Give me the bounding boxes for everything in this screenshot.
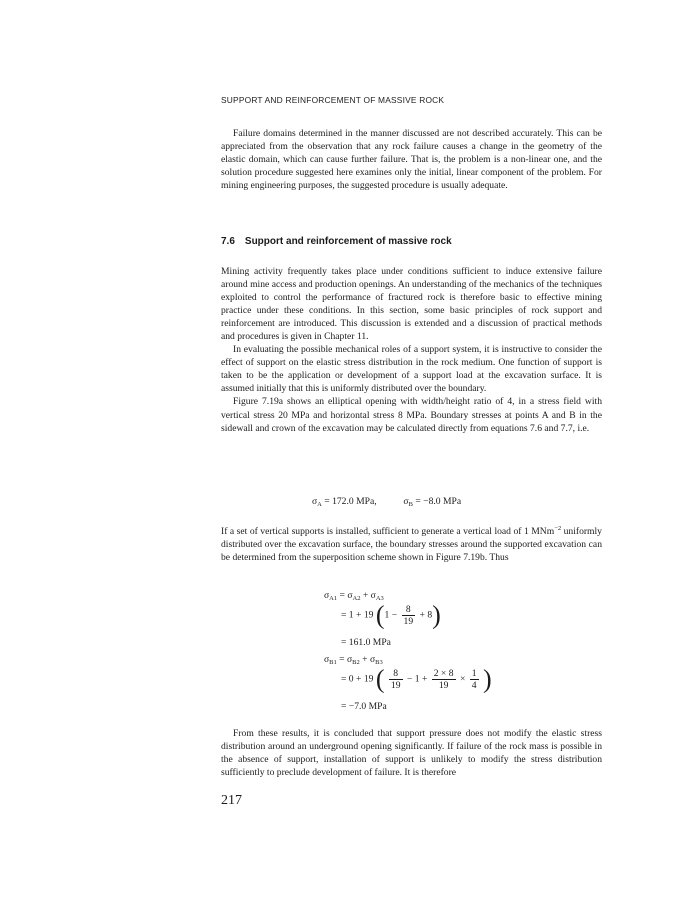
equation-sigma-a1-result: = 161.0 MPa: [341, 637, 391, 648]
section-number: 7.6: [221, 236, 235, 247]
paragraph-text: Mining activity frequently takes place under conditions sufficient to induce extensive failure around mine access and production openings. An understanding of the mechanics of the techniques exploited to control the performance of fractured rock is therefore basic to effective mining practice under these conditions. In this section, some basic principles of rock support and reinforcement are introduced. This discussion is extended and a discussion of practical methods and procedures is given in Chapter 11.: [221, 266, 602, 343]
paragraph-failure-domains: [221, 127, 602, 192]
page-number: 217: [221, 793, 242, 808]
section-title: Support and reinforcement of massive rock: [244, 236, 452, 247]
paragraph-support-roles: In evaluating the possible mechanical roles of a support system, it is instructive to consider the effect of support on the elastic stress distribution in the rock medium. One function of support is taken to be the application or development of a support load at the excavation surface. It is assumed initially that this is uniformly distributed over the boundary.: [221, 344, 602, 395]
equation-sigma-b1: $\sigma_{B1} = \sigma_{B2} + \sigma_{B3}$: [324, 654, 383, 666]
paragraph-text: Failure domains determined in the manner discussed are not described accurately. This can be appreciated from the observation that any rock failure causes a change in the geometry of the elastic domain, which can cause further failure. That is, the problem is a non-linear one, and the solution procedure suggested here examines only the initial, linear component of the problem. For mining engineering purposes, the suggested procedure is usually adequate.: [221, 128, 602, 192]
sigma-a-value: = 172.0 MPa,: [324, 496, 377, 507]
sigma-b-value: = −8.0 MPa: [415, 496, 462, 507]
paragraph-figure-719a: Figure 7.19a shows an elliptical opening with width/height ratio of 4, in a stress field with vertical stress 20 MPa and horizontal stress 8 MPa. Boundary stresses at points A and B in the sidewall and crown of the excavation may be calculated directly from equations 7.6 and 7.7, i.e.: [221, 396, 602, 434]
paragraph-text: From these results, it is concluded that support pressure does not modify the elastic stress distribution around an underground opening significantly. If failure of the rock mass is possible in the absence of support, installation of support is unlikely to modify the stress distribution sufficiently to preclude development of failure. It is therefore: [221, 728, 602, 779]
equation-sigma-a1-expansion: = 1 + 19 (1 − $\frac{8}{19}$ + 8): [341, 600, 441, 630]
equation-sigma-b1-result: = −7.0 MPa: [341, 701, 387, 712]
equation-sigma-a1: $\sigma_{A1} = \sigma_{A2} + \sigma_{A3}$: [324, 590, 384, 602]
paragraph-conclusion: [221, 727, 602, 779]
paragraph-text: If a set of vertical supports is installed, sufficient to generate a vertical load of 1 MNm$^{-2}$ uniformly distributed over the excavation surface, the boundary stresses around the supported excavation can be determined from the superposition scheme shown in Figure 7.19b. Thus: [221, 525, 602, 564]
section-heading: [221, 236, 452, 247]
paragraph-mining-activity: [221, 265, 602, 435]
equation-boundary-stresses: $\sigma_A = 172.0$ MPa, $\sigma_B = -8.0$ MPa: [312, 496, 462, 508]
paragraph-vertical-supports: [221, 522, 602, 564]
running-header: SUPPORT AND REINFORCEMENT OF MASSIVE ROCK: [221, 95, 445, 105]
equation-sigma-b1-expansion: = 0 + 19 ( $\frac{8}{19}$ − 1 + $\frac{2 \times 8}{19}$ × $\frac{1}{4}$ ): [341, 664, 492, 694]
